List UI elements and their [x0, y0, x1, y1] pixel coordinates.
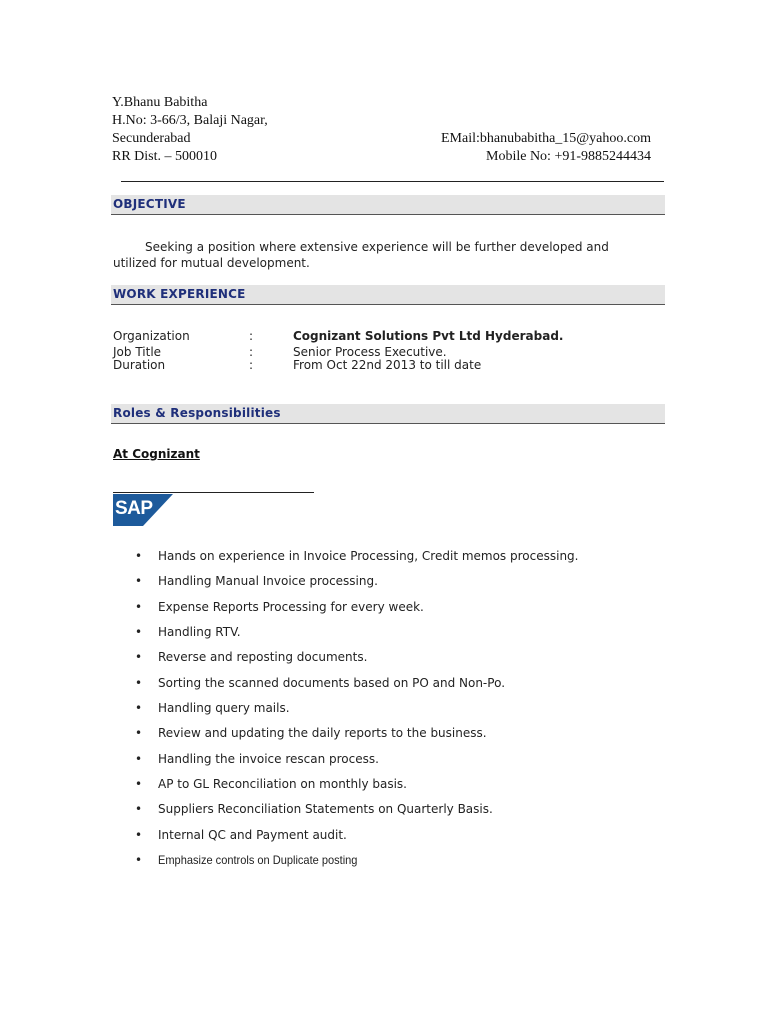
at-cognizant-subheading: At Cognizant — [113, 447, 200, 461]
separator: : — [249, 345, 254, 359]
roles-heading: Roles & Responsibilities — [113, 406, 281, 420]
address-line-3: RR Dist. – 500010 — [112, 149, 218, 164]
list-item: • Sorting the scanned documents based on PO and Non-Po. — [135, 675, 506, 690]
header-divider — [121, 181, 664, 182]
objective-line-1: Seeking a position where extensive experience will be further developed and — [145, 240, 609, 254]
candidate-name: Y.Bhanu Babitha — [112, 95, 208, 110]
objective-text — [113, 239, 673, 271]
duration-label: Duration — [113, 358, 166, 372]
separator: : — [249, 358, 254, 372]
sap-logo-text: SAP — [115, 498, 153, 519]
list-item: • Handling RTV. — [135, 625, 241, 640]
list-item: • Emphasize controls on Duplicate posting — [135, 853, 358, 868]
work-experience-heading: WORK EXPERIENCE — [113, 287, 246, 301]
contact-block — [441, 130, 651, 166]
list-item: • Handling Manual Invoice processing. — [135, 574, 378, 589]
objective-section-bar — [111, 195, 665, 215]
list-item: • Handling the invoice rescan process. — [135, 751, 379, 766]
resume-header — [112, 94, 268, 166]
sap-logo — [113, 494, 173, 526]
objective-line-2: utilized for mutual development. — [113, 256, 310, 270]
responsibilities-list — [113, 547, 673, 876]
organization-value: Cognizant Solutions Pvt Ltd Hyderabad. — [293, 329, 564, 343]
logo-divider — [113, 492, 314, 493]
list-item: • Suppliers Reconciliation Statements on Quarterly Basis. — [135, 802, 493, 817]
email-address[interactable]: EMail:bhanubabitha_15@yahoo.com — [440, 131, 651, 146]
list-item: • Reverse and reposting documents. — [135, 650, 368, 665]
duration-value: From Oct 22nd 2013 to till date — [293, 358, 482, 372]
organization-label: Organization — [113, 329, 190, 343]
work-experience-section-bar — [111, 285, 665, 305]
address-line-2: Secunderabad — [112, 131, 191, 146]
list-item: • Internal QC and Payment audit. — [135, 827, 347, 842]
list-item: • Hands on experience in Invoice Processing, Credit memos processing. — [135, 549, 579, 563]
mobile-number: Mobile No: +91-9885244434 — [486, 149, 651, 164]
roles-section-bar — [111, 404, 665, 424]
objective-heading: OBJECTIVE — [113, 197, 186, 211]
job-title-value: Senior Process Executive. — [293, 345, 447, 359]
address-line-1: H.No: 3-66/3, Balaji Nagar, — [112, 113, 268, 128]
list-item: • AP to GL Reconciliation on monthly basis. — [135, 777, 407, 792]
list-item: • Expense Reports Processing for every week. — [135, 599, 424, 614]
list-item: • Handling query mails. — [135, 701, 290, 716]
job-title-label: Job Title — [113, 345, 162, 359]
list-item: • Review and updating the daily reports to the business. — [135, 726, 487, 741]
separator: : — [249, 329, 254, 343]
